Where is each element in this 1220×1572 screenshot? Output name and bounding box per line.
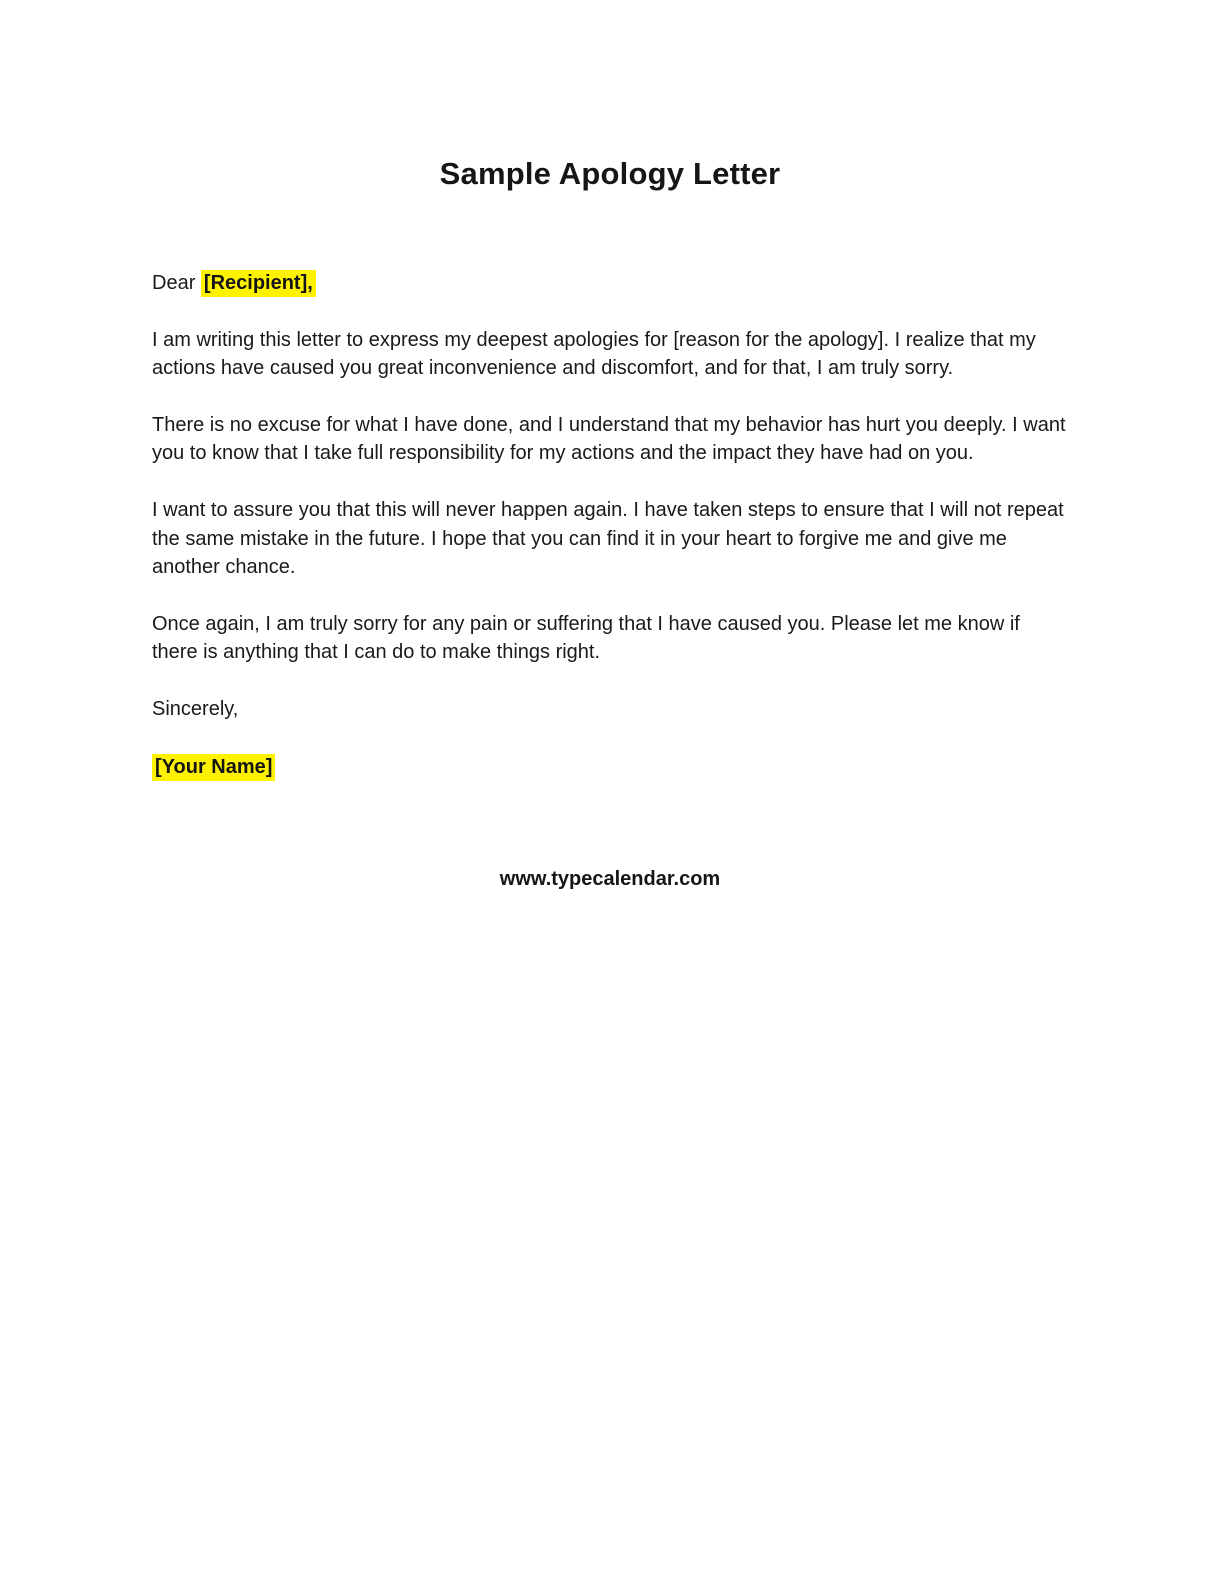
salutation-prefix: Dear <box>152 272 201 294</box>
recipient-placeholder: [Recipient], <box>201 270 316 297</box>
website-footer: www.typecalendar.com <box>499 868 721 891</box>
salutation-line <box>152 269 1068 298</box>
letter-paragraph-3: I want to assure you that this will never happen again. I have taken steps to ensure that I will not repeat the same mistake in the future. I hope that you can find it in your heart to forgive me and give me another chance. <box>152 498 1064 579</box>
letter-paragraph-1: I am writing this letter to express my deepest apologies for [reason for the apology]. I realize that my actions have caused you great inconvenience and discomfort, and for that, I am truly sorry. <box>152 328 1036 380</box>
closing-line: Sincerely, <box>152 697 239 720</box>
signature-placeholder: [Your Name] <box>152 754 275 781</box>
letter-paragraph-4: Once again, I am truly sorry for any pain or suffering that I have caused you. Please let me know if there is anything that I can do to make things right. <box>152 612 1020 664</box>
signature-line <box>152 753 1068 782</box>
page-title: Sample Apology Letter <box>439 156 781 191</box>
letter-paragraph-2: There is no excuse for what I have done, and I understand that my behavior has hurt you deeply. I want you to know that I take full responsibility for my actions and the impact they have had on you. <box>152 413 1066 465</box>
